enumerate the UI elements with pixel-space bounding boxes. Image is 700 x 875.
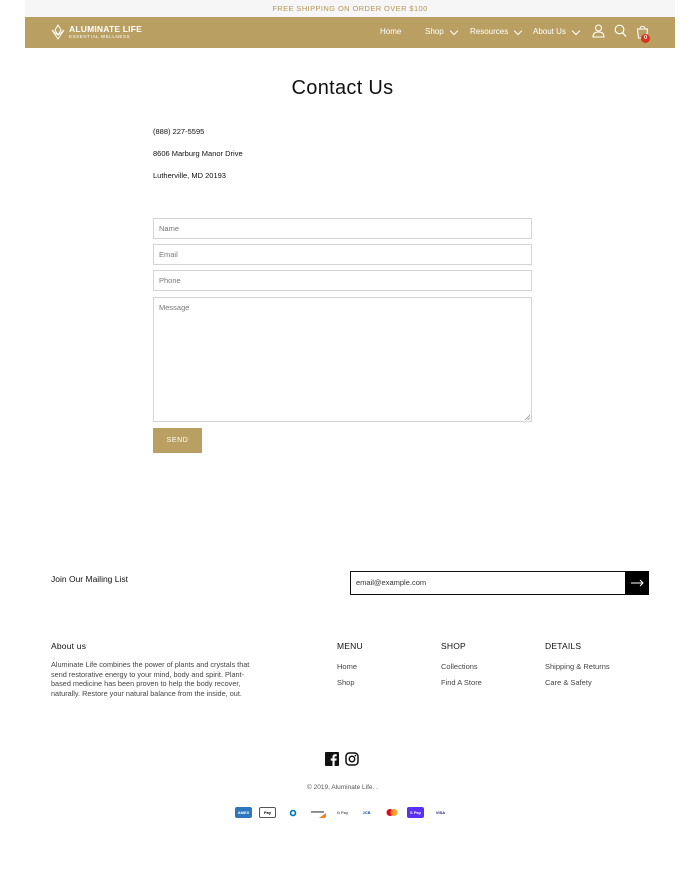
amex-text: AMEX (237, 810, 250, 815)
diners-club-icon (288, 809, 298, 817)
newsletter-submit-button[interactable] (625, 571, 649, 595)
footer-link-care[interactable]: Care & Safety (545, 678, 592, 687)
apple-pay-text: Pay (263, 810, 272, 815)
footer-about-heading: About us (51, 641, 87, 651)
visa-text: VISA (435, 810, 446, 815)
shop-pay-text: S Pay (410, 810, 421, 815)
copyright: © 2019, Aluminate Life. . (307, 784, 378, 791)
announcement-bar: FREE SHIPPING ON ORDER OVER $100 (25, 0, 675, 17)
google-pay-text: G Pay (336, 810, 349, 815)
nav-home[interactable] (380, 27, 401, 36)
nav-about[interactable] (533, 27, 579, 36)
footer-menu-heading: MENU (337, 641, 363, 651)
footer-about-text: Aluminate Life combines the power of plants and crystals that send restorative energy to your mind, body and spirit. Plant-based medicine has been proven to help the body recover, naturally. Restore your natural balance from the inside, out. (51, 660, 250, 698)
footer-link-shop[interactable]: Shop (337, 678, 355, 687)
contact-phone: (888) 227-5595 (153, 127, 205, 136)
logo-subtitle: ESSENTIAL WELLNESS (69, 33, 131, 39)
payment-diners-icon (284, 807, 301, 818)
footer-shop-heading: SHOP (441, 641, 466, 651)
instagram-icon[interactable] (345, 752, 359, 766)
phone-field[interactable]: Phone (153, 270, 532, 291)
message-field[interactable] (153, 297, 532, 422)
name-field[interactable]: Name (153, 218, 532, 239)
site-logo[interactable] (51, 24, 142, 40)
payment-mastercard-icon (383, 807, 400, 818)
footer-link-find-store[interactable]: Find A Store (441, 678, 482, 687)
search-icon[interactable] (614, 24, 627, 38)
payment-amex-icon (235, 807, 252, 818)
site-header (25, 17, 675, 48)
chevron-down-icon (514, 26, 522, 34)
payment-shop-pay-icon (407, 807, 424, 818)
message-placeholder: Message (159, 303, 190, 312)
arrow-right-icon (625, 571, 649, 595)
footer-link-home[interactable]: Home (337, 662, 358, 671)
nav-resources-label: Resources (470, 27, 509, 36)
chevron-down-icon (449, 26, 457, 34)
footer-link-shipping[interactable]: Shipping & Returns (545, 662, 610, 671)
contact-address-line1: 8606 Marburg Manor Drive (153, 149, 243, 158)
send-button[interactable]: SEND (153, 428, 202, 453)
payment-visa-icon (432, 807, 449, 818)
logo-title: ALUMINATE LIFE (69, 23, 142, 34)
newsletter-email-input[interactable]: email@example.com (350, 571, 626, 595)
newsletter-heading: Join Our Mailing List (51, 574, 129, 584)
payment-google-pay-icon (334, 807, 351, 818)
page-title: Contact Us (291, 77, 394, 99)
lotus-logo-icon (51, 24, 65, 40)
email-field[interactable]: Email (153, 244, 532, 265)
nav-shop-label: Shop (425, 27, 444, 36)
payment-apple-pay-icon (259, 807, 276, 818)
jcb-text: JCB (362, 810, 371, 815)
nav-resources[interactable] (470, 27, 521, 36)
nav-about-label: About Us (533, 27, 566, 36)
payment-discover-icon (309, 807, 326, 818)
facebook-icon[interactable] (325, 752, 339, 766)
footer-details-heading: DETAILS (545, 641, 582, 651)
nav-shop[interactable] (425, 27, 457, 36)
footer-link-collections[interactable]: Collections (441, 662, 478, 671)
mastercard-circles-icon (385, 808, 399, 817)
nav-home-label: Home (380, 27, 402, 36)
account-icon[interactable] (592, 24, 605, 38)
contact-address-line2: Lutherville, MD 20193 (153, 171, 226, 180)
discover-icon (309, 807, 326, 818)
chevron-down-icon (572, 26, 580, 34)
cart-count-badge: 0 (641, 34, 650, 43)
resize-handle-icon[interactable] (524, 414, 530, 420)
payment-jcb-icon (358, 807, 375, 818)
